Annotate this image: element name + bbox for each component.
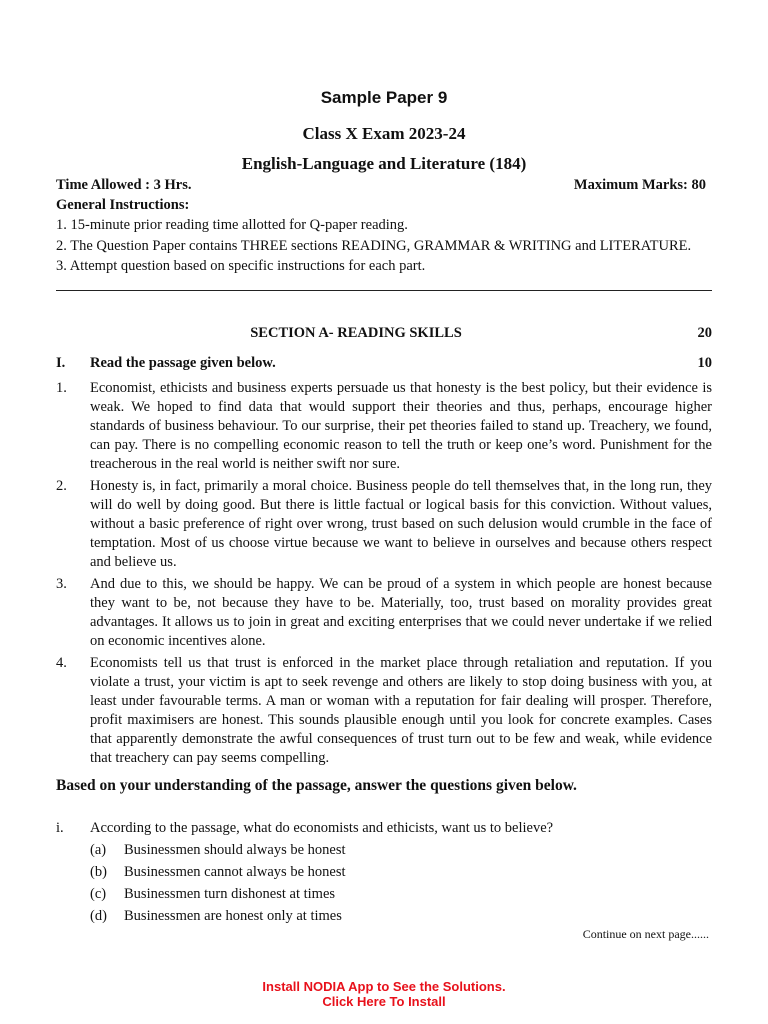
time-allowed: Time Allowed : 3 Hrs.	[56, 177, 192, 193]
class-exam-title: Class X Exam 2023-24	[302, 124, 466, 143]
option-a	[56, 842, 712, 864]
general-instructions-list	[56, 217, 716, 279]
option-c	[56, 886, 712, 908]
passage-paragraph	[56, 477, 712, 572]
paper-title: Sample Paper 9	[320, 88, 448, 107]
paragraph-text: Economist, ethicists and business experts persuade us that honesty is the best policy, but their evidence is weak. We hoped to find data that would support their theories and thus, perhaps, encourage higher standards of business behaviour. To our surprise, their pet theories failed to stand up. Treachery, we found, can pay. There is no compelling economic reason to tell the truth or keep one’s word. Punishment for the treacherous in the real world is neither swift nor sure.	[90, 380, 712, 472]
option-label: (a)	[90, 842, 107, 858]
paragraph-number: 1.	[56, 380, 67, 396]
option-label: (b)	[90, 864, 107, 880]
options-list	[56, 842, 712, 930]
click-to-install-link[interactable]: Click Here To Install	[322, 994, 446, 1009]
passage-paragraph	[56, 654, 712, 768]
question-text: According to the passage, what do economists and ethicists, want us to believe?	[90, 820, 554, 836]
install-app-banner[interactable]	[0, 979, 768, 1009]
paragraph-number: 2.	[56, 478, 67, 494]
question-number: I.	[56, 355, 66, 371]
maximum-marks: Maximum Marks: 80	[573, 177, 706, 193]
instruction-item: 3. Attempt question based on specific instructions for each part.	[56, 258, 426, 274]
reading-passage	[56, 379, 712, 771]
answer-instruction: Based on your understanding of the passage, answer the questions given below.	[56, 777, 577, 794]
paragraph-text: And due to this, we should be happy. We can be proud of a system in which people are honest because they want to be, not because they have to be. Materially, too, trust based on morality provides great advantages. It allows us to join in great and exciting enterprises that we could never undertake if we relied on economic incentives alone.	[90, 576, 712, 649]
option-label: (d)	[90, 908, 107, 924]
option-label: (c)	[90, 886, 107, 902]
option-text: Businessmen are honest only at times	[124, 908, 342, 924]
exam-meta-row	[56, 177, 706, 194]
section-title: SECTION A- READING SKILLS	[250, 325, 462, 341]
paragraph-text: Honesty is, in fact, primarily a moral choice. Business people do tell themselves that, in the long run, they will do well by doing good. But there is little factual or logical basis for this conviction. Without values, without a basic preference of right over wrong, trust based on such delusion would crumble in the face of temptation. Most of us choose virtue because we want to believe in ourselves and because others respect and believe us.	[90, 478, 712, 570]
question-row	[56, 820, 712, 841]
question-marks: 10	[697, 355, 712, 371]
instruction-item: 1. 15-minute prior reading time allotted for Q-paper reading.	[56, 217, 408, 233]
subject-title: English-Language and Literature (184)	[241, 154, 527, 173]
paragraph-text: Economists tell us that trust is enforced in the market place through retaliation and reputation. If you violate a trust, your victim is apt to seek revenge and others are likely to stop doing business with you, at least under favourable terms. A man or woman with a reputation for fair dealing will prosper. Therefore, profit maximisers are honest. This sounds plausible enough until you look for concrete examples. Cases that apparently demonstrate the awful consequences of trust turn out to be few and weak, while evidence that treachery can pay seems compelling.	[90, 655, 712, 766]
option-text: Businessmen cannot always be honest	[124, 864, 346, 880]
section-marks: 20	[697, 325, 712, 341]
instruction-item: 2. The Question Paper contains THREE sections READING, GRAMMAR & WRITING and LITERATURE.	[56, 237, 692, 254]
passage-paragraph	[56, 379, 712, 474]
option-text: Businessmen turn dishonest at times	[124, 886, 336, 902]
option-b	[56, 864, 712, 886]
question-number: i.	[56, 820, 64, 836]
continue-note: Continue on next page......	[582, 927, 709, 941]
question-prompt: Read the passage given below.	[90, 355, 276, 371]
paragraph-number: 4.	[56, 655, 67, 671]
horizontal-divider	[56, 290, 712, 291]
general-instructions-heading: General Instructions:	[56, 197, 190, 213]
install-app-link[interactable]: Install NODIA App to See the Solutions.	[262, 979, 506, 994]
mcq-question	[56, 820, 712, 930]
passage-paragraph	[56, 575, 712, 651]
option-text: Businessmen should always be honest	[124, 842, 346, 858]
paragraph-number: 3.	[56, 576, 67, 592]
